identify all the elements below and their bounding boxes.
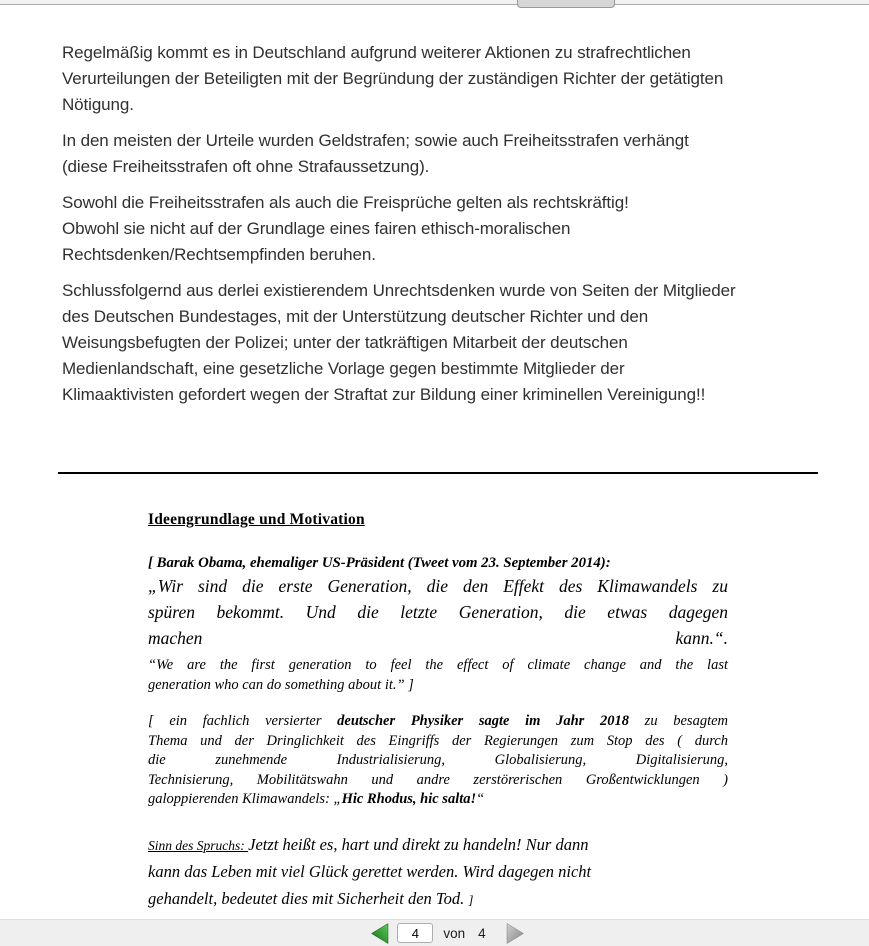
text-line: Rechtsdenken/Rechtsempfinden beruhen. xyxy=(62,245,376,264)
sinn-des-spruchs xyxy=(148,832,728,914)
text-line: Schlussfolgernd aus derlei existierendem Unrechtsdenken wurde von Seiten der Mitglieder xyxy=(62,281,736,300)
top-toolbar-edge xyxy=(0,0,869,5)
text-segment: zu besagtem xyxy=(629,713,729,729)
page-number-input[interactable] xyxy=(397,923,433,943)
text-line: Klimaaktivisten gefordert wegen der Straftat zur Bildung einer kriminellen Vereinigung!! xyxy=(62,385,706,404)
text-line: kann das Leben mit viel Glück gerettet werden. Wird dagegen nicht xyxy=(148,862,592,881)
paragraph xyxy=(62,190,869,268)
text-segment: “ xyxy=(476,791,485,807)
text-line xyxy=(148,790,728,810)
english-translation xyxy=(148,655,728,695)
text-line: Verurteilungen der Beteiligten mit der Begründung der zuständigen Richter der getätigten xyxy=(62,69,724,88)
toolbar-partial-button[interactable] xyxy=(517,0,615,8)
text-line xyxy=(148,886,728,914)
horizontal-rule xyxy=(58,472,818,474)
paragraph xyxy=(62,40,869,118)
next-page-icon xyxy=(506,923,524,944)
previous-page-button[interactable] xyxy=(371,922,389,944)
paragraph xyxy=(62,278,869,408)
text-segment: galoppierenden Klimawandels: „ xyxy=(148,791,342,807)
text-line: Medienlandschaft, eine gesetzliche Vorlage gegen bestimmte Mitglieder der xyxy=(62,359,625,378)
bold-segment: Hic Rhodus, hic salta! xyxy=(341,791,477,807)
quote-word-right: kann.“. xyxy=(675,628,728,648)
physiker-quote xyxy=(148,712,728,810)
quote-section xyxy=(148,510,728,913)
text-line: Obwohl sie nicht auf der Grundlage eines fairen ethisch-moralischen xyxy=(62,219,571,238)
text-segment: [ ein fachlich versierter xyxy=(148,713,338,729)
quote-word-left: machen xyxy=(148,628,203,648)
text-line: die zunehmende Industrialisierung, Globalisierung, Digitalisierung, xyxy=(148,752,728,768)
obama-quote-line: „Wir sind die erste Generation, die den Effekt des Klimawandels zu xyxy=(148,576,728,596)
previous-page-icon xyxy=(371,923,389,944)
text-line: Thema und der Dringlichkeit des Eingriffs der Regierungen zum Stop des ( durch xyxy=(148,732,728,749)
text-line: (diese Freiheitsstrafen oft ohne Strafaussetzung). xyxy=(62,157,430,176)
page-total: 4 xyxy=(478,925,486,941)
text-line xyxy=(148,832,728,860)
obama-quote-line xyxy=(148,625,728,651)
text-line: des Deutschen Bundestages, mit der Unterstützung deutscher Richter und den xyxy=(62,307,649,326)
body-text-section xyxy=(0,6,869,408)
document-page xyxy=(0,6,869,919)
text-line xyxy=(148,712,728,732)
text-line: Nötigung. xyxy=(62,95,134,114)
bold-segment: deutscher Physiker sagte im Jahr 2018 xyxy=(337,713,629,729)
paragraph xyxy=(62,128,869,180)
page-of-label: von xyxy=(443,925,466,941)
text-line: In den meisten der Urteile wurden Geldstrafen; sowie auch Freiheitsstrafen verhängt xyxy=(62,131,689,150)
closing-bracket: ] xyxy=(468,891,474,907)
text-line: Sowohl die Freiheitsstrafen als auch die Freisprüche gelten als rechtskräftig! xyxy=(62,193,629,212)
text-line: Weisungsbefugten der Polizei; unter der tatkräftigen Mitarbeit der deutschen xyxy=(62,333,628,352)
next-page-button[interactable] xyxy=(506,922,524,944)
text-line: generation who can do something about it.” ] xyxy=(148,677,414,693)
text-line: Regelmäßig kommt es in Deutschland aufgrund weiterer Aktionen zu strafrechtlichen xyxy=(62,43,691,62)
text-segment: gehandelt, bedeutet dies mit Sicherheit den Tod. xyxy=(148,888,469,908)
text-line: “We are the first generation to feel the effect of climate change and the last xyxy=(148,657,728,673)
underlined-label: Sinn des Spruchs: xyxy=(148,837,249,853)
obama-quote-line: spüren bekommt. Und die letzte Generation, die etwas dagegen xyxy=(148,602,728,622)
page-navigation-bar xyxy=(0,919,869,946)
text-line: Technisierung, Mobilitätswahn und andre zerstörerischen Großentwicklungen ) xyxy=(148,771,728,788)
section-heading: Ideengrundlage und Motivation xyxy=(148,511,365,528)
text-segment: Jetzt heißt es, hart und direkt zu handeln! Nur dann xyxy=(248,834,589,854)
obama-attribution: [ Barak Obama, ehemaliger US-Präsident (Tweet vom 23. September 2014): xyxy=(148,555,611,571)
